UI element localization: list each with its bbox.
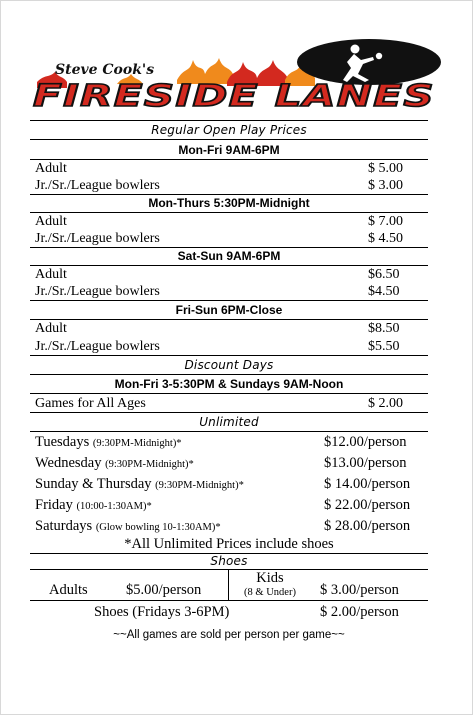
unlimited-note: *All Unlimited Prices include shoes (30, 535, 428, 554)
block-heading-2: Mon-Thurs 5:30PM-Midnight (30, 195, 428, 213)
price-row: Jr./Sr./League bowlers $ 4.50 (30, 230, 428, 248)
logo-wordmark: FIRESIDE LANES (33, 79, 435, 112)
shoes-friday-price: $ 2.00/person (320, 604, 399, 620)
price-row: Adult $ 5.00 (35, 161, 403, 176)
unlimited-row: Saturdays (Glow bowling 10-1:30AM)* $ 28.00/person (35, 518, 411, 534)
block-heading-4: Fri-Sun 6PM-Close (30, 302, 428, 320)
price-row: Jr./Sr./League bowlers $ 3.00 (30, 177, 428, 195)
price-row: Adult $8.50 (35, 321, 400, 336)
section-title-regular: Regular Open Play Prices (30, 120, 428, 140)
block-heading-1: Mon-Fri 9AM-6PM (30, 142, 428, 160)
price-row: Adult $6.50 (35, 267, 400, 282)
block-heading-3: Sat-Sun 9AM-6PM (30, 248, 428, 266)
footer-note: ~~All games are sold per person per game~~ (113, 629, 345, 641)
section-title-discount: Discount Days (30, 356, 428, 375)
discount-row: Games for All Ages $ 2.00 (30, 395, 428, 413)
unlimited-row: Friday (10:00-1:30AM)* $ 22.00/person (35, 497, 411, 513)
shoes-friday-label: Shoes (Fridays 3-6PM) (94, 604, 230, 620)
shoes-kids-label: Kids (256, 570, 284, 586)
shoes-divider (228, 570, 229, 600)
unlimited-row: Tuesdays (9:30PM-Midnight)* $12.00/person (35, 434, 407, 450)
shoes-kids-sub: (8 & Under) (244, 587, 296, 598)
unlimited-row: Wednesday (9:30PM-Midnight)* $13.00/person (35, 455, 407, 471)
unlimited-row: Sunday & Thursday (9:30PM-Midnight)* $ 14.00/person (35, 476, 411, 492)
price-row: Adult $ 7.00 (35, 214, 403, 229)
price-row: Jr./Sr./League bowlers $4.50 (30, 283, 428, 301)
shoes-adults-price: $5.00/person (126, 582, 202, 598)
section-title-shoes: Shoes (30, 553, 428, 570)
shoes-friday-row (30, 602, 428, 622)
shoes-kids-price: $ 3.00/person (320, 582, 399, 598)
logo-script-text: Steve Cook's (55, 62, 155, 78)
shoes-grid (30, 570, 428, 601)
shoes-adults-label: Adults (49, 582, 88, 598)
price-row: Jr./Sr./League bowlers $5.50 (30, 338, 428, 356)
discount-heading: Mon-Fri 3-5:30PM & Sundays 9AM-Noon (30, 376, 428, 394)
section-title-unlimited: Unlimited (199, 415, 259, 429)
fireside-lanes-logo (27, 38, 445, 112)
